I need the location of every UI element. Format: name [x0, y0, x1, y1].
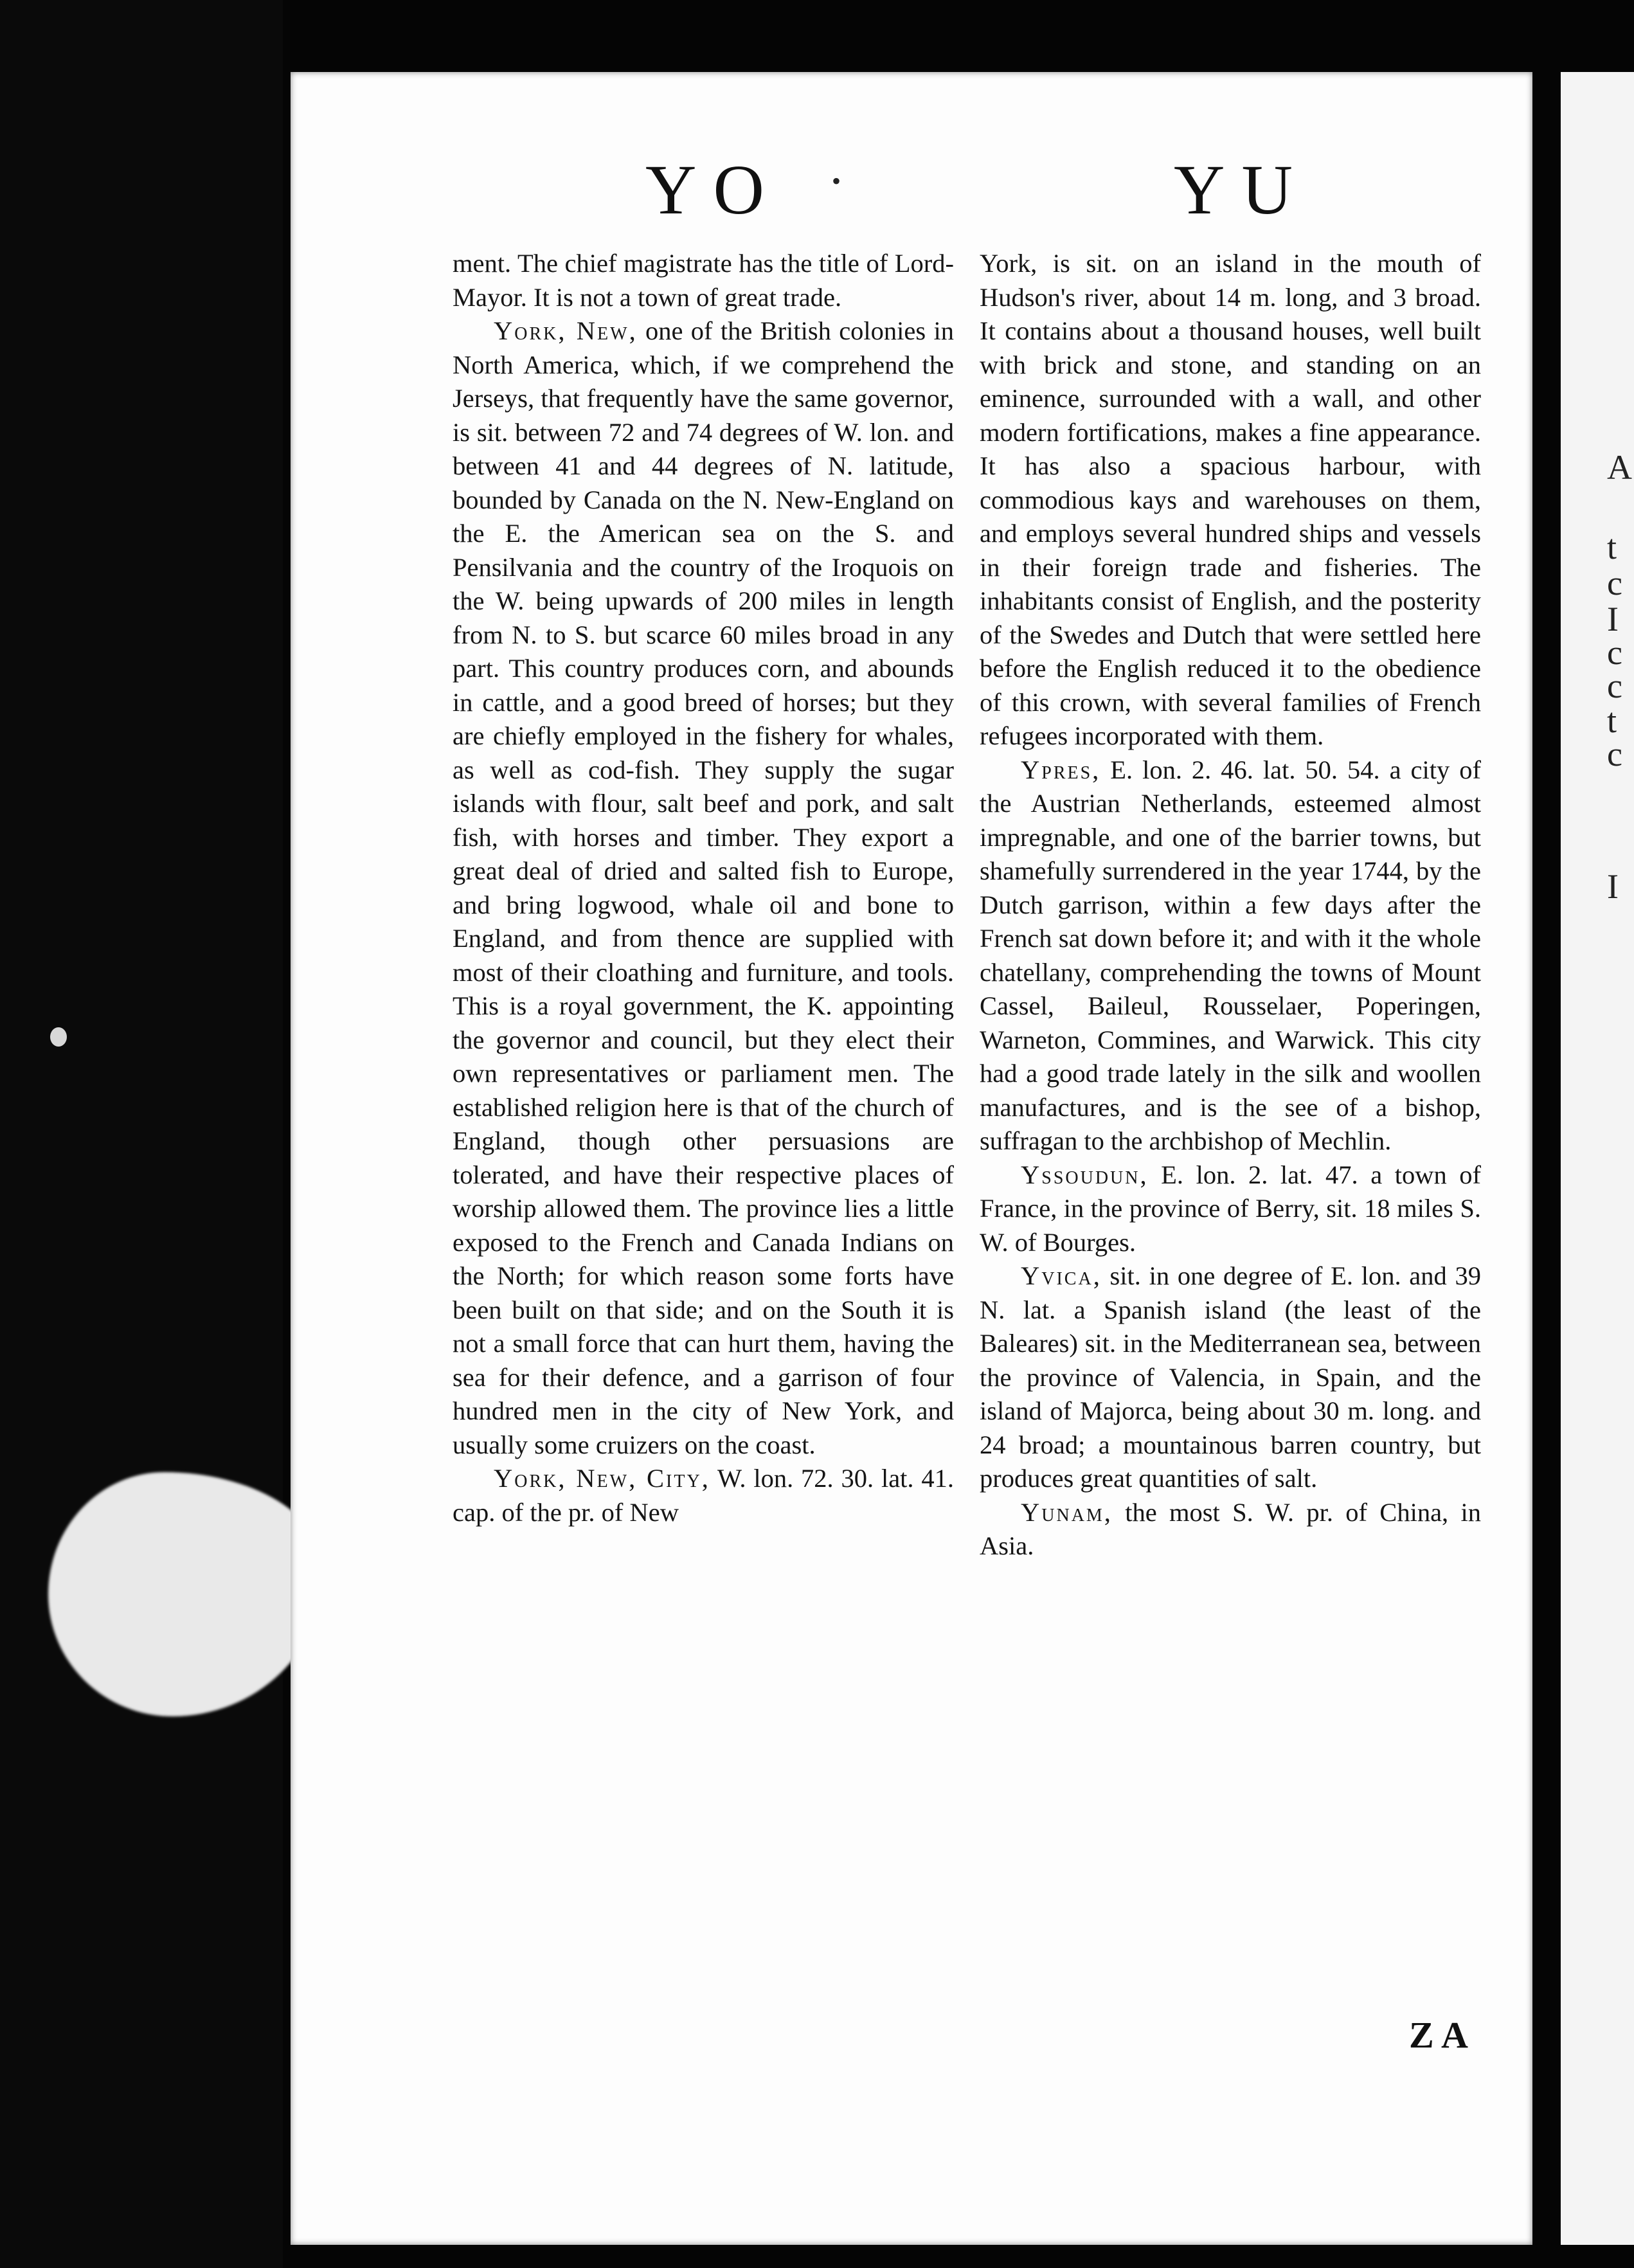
paper-blot [48, 1472, 325, 1716]
next-page-edge [1561, 72, 1634, 2245]
entry-headword: Ypres, [1021, 755, 1101, 784]
next-page-letter: t [1607, 701, 1617, 740]
next-page-letter: c [1607, 667, 1622, 705]
entry-continuation: ment. The chief magistrate has the title of Lord-Mayor. It is not a town of great trade. [453, 249, 954, 312]
entry-continuation: York, is sit. on an island in the mouth of Hudson's river, about 14 m. long, and 3 broad. It contains about a thousand houses, well built with brick and stone, and standing on an eminence, surrounded with a wall, and other modern fortifications, makes a fine appearance. It has also a spacious harbour, with commodious kays and warehouses on them, and employs several hundred ships and vessels in their foreign trade and fisheries. The inhabitants consist of English, and the posterity of the Swedes and Dutch that were settled here before the English reduced it to the obedience of this crown, with several families of French refugees incorporated with them. [980, 249, 1481, 750]
left-column [453, 247, 954, 1529]
next-page-letter: t [1607, 528, 1617, 566]
entry-headword: York, New, City, [494, 1464, 710, 1493]
entry-york-new-city [453, 1462, 954, 1529]
entry-yunam [980, 1496, 1481, 1563]
next-page-letter: c [1607, 735, 1622, 773]
book-page [291, 72, 1532, 2245]
scan-background [0, 0, 283, 2268]
running-head-right: YU [1174, 150, 1309, 229]
right-column [980, 247, 1481, 1563]
entry-headword: Yvica, [1021, 1261, 1102, 1290]
entry-text: sit. in one degree of E. lon. and 39 N. lat. a Spanish island (the least of the Baleares) sit. in the Mediterranean sea, between the province of Valencia, in Spain, and the island of Majorca, being about 30 m. long. and 24 broad; a mountainous barren country, but produces great quantities of salt. [980, 1261, 1481, 1493]
entry-ypres [980, 753, 1481, 1158]
entry-yvica [980, 1259, 1481, 1496]
entry-york-new [453, 314, 954, 1462]
entry-yssoudun [980, 1158, 1481, 1260]
dust-speck [50, 1027, 67, 1047]
catchword: Z A [1409, 2014, 1468, 2056]
entry-headword: Yunam, [1021, 1497, 1113, 1527]
entry-text: the most S. W. pr. of China, in Asia. [980, 1497, 1481, 1560]
entry-headword: York, New, [494, 316, 638, 345]
next-page-letter: I [1607, 867, 1619, 906]
entry-text: W. lon. 72. 30. lat. 41. cap. of the pr. of New [453, 1464, 954, 1527]
next-page-letter: A [1607, 448, 1632, 487]
next-page-letter: c [1607, 564, 1622, 602]
entry-text: E. lon. 2. 46. lat. 50. 54. a city of the Austrian Netherlands, esteemed almost impregnable, and one of the barrier towns, but shamefully surrendered in the year 1744, by the Dutch garrison, within a few days after the French sat down before it; and with it the whole chatellany, comprehending the towns of Mount Cassel, Baileul, Rousselaer, Poperingen, Warneton, Commines, and Warwick. This city had a good trade lately in the silk and woollen manufactures, and is the see of a bishop, suffragan to the archbishop of Mechlin. [980, 755, 1481, 1155]
entry-text: E. lon. 2. lat. 47. a town of France, in the province of Berry, sit. 18 miles S. W. of Bourges. [980, 1160, 1481, 1257]
next-page-letter: c [1607, 633, 1622, 672]
running-head-left: YO [645, 150, 781, 229]
next-page-letter: I [1607, 600, 1619, 638]
running-head-separator: • [832, 166, 841, 195]
entry-text: one of the British colonies in North America, which, if we comprehend the Jerseys, that frequently have the same governor, is sit. between 72 and 74 degrees of W. lon. and between 41 and 44 degrees of N. latitude, bounded by Canada on the N. New-England on the E. the American sea on the S. and Pensilvania and the country of the Iroquois on the W. being upwards of 200 miles in length from N. to S. but scarce 60 miles broad in any part. This country produces corn, and abounds in cattle, and a good breed of horses; but they are chiefly employed in the fishery for whales, as well as cod-fish. They supply the sugar islands with flour, salt beef and pork, and salt fish, with horses and timber. They export a great deal of dried and salted fish to Europe, and bring logwood, whale oil and bone to England, and from thence are supplied with most of their cloathing and furniture, and tools. This is a royal government, the K. appointing the governor and council, but they elect their own representatives or parliament men. The established religion here is that of the church of England, though other persuasions are tolerated, and have their respective places of worship allowed them. The province lies a little exposed to the French and Canada Indians on the North; for which reason some forts have been built on that side; and on the South it is not a small force that can hurt them, having the sea for their defence, and a garrison of four hundred men in the city of New York, and usually some cruizers on the coast. [453, 316, 954, 1459]
entry-headword: Yssoudun, [1021, 1160, 1149, 1189]
